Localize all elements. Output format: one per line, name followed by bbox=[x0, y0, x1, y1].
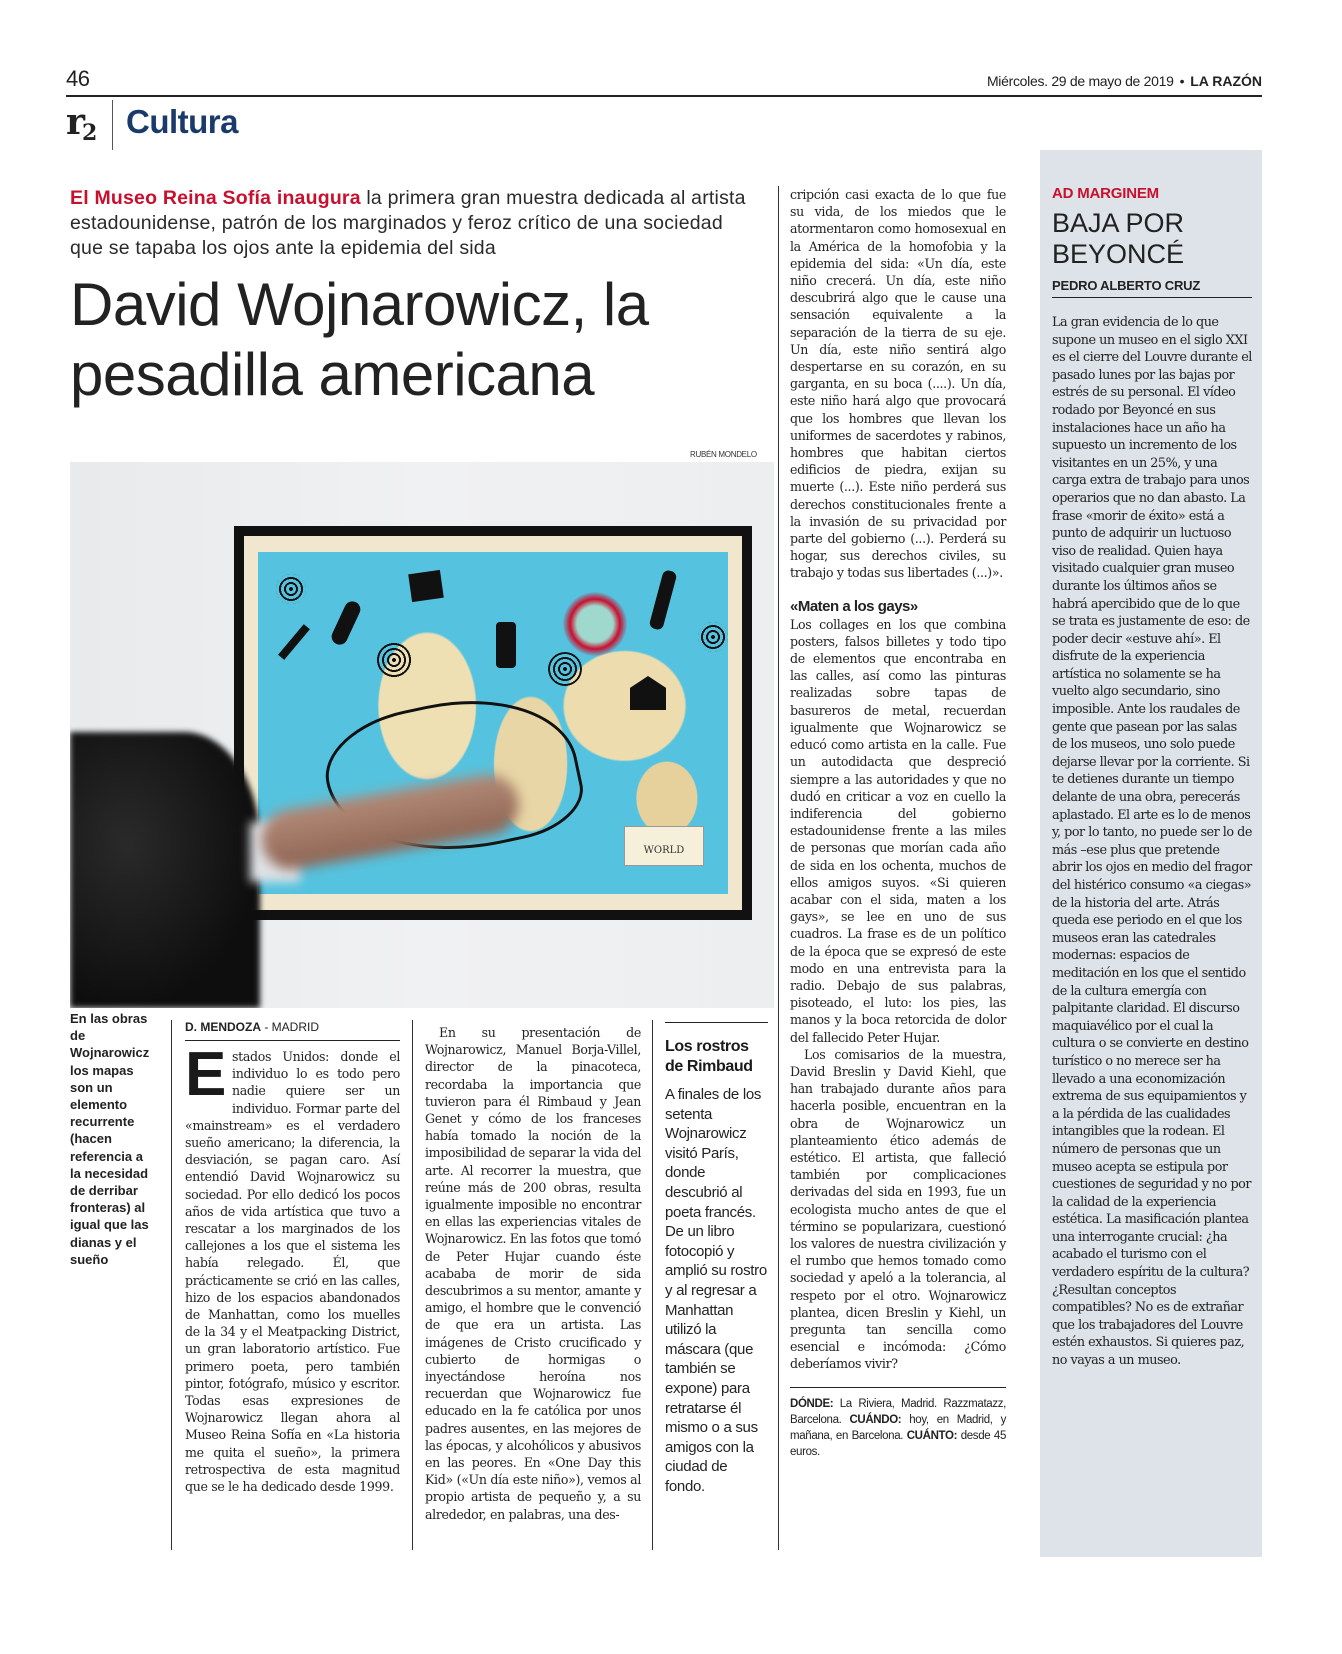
tv-silhouette bbox=[408, 570, 444, 602]
headline: David Wojnarowicz, la pesadilla americana bbox=[70, 271, 649, 408]
price-value: desde 45 euros. bbox=[790, 1429, 1006, 1458]
price-label: CUÁNTO: bbox=[906, 1429, 958, 1442]
soldier-silhouette bbox=[329, 599, 363, 647]
opinion-title: BAJA POR BEYONCÉ bbox=[1052, 208, 1185, 269]
syringe-silhouette bbox=[278, 624, 310, 660]
target-icon bbox=[698, 622, 728, 652]
article-deck bbox=[70, 186, 760, 261]
opinion-author: PEDRO ALBERTO CRUZ bbox=[1052, 278, 1252, 298]
page-number: 46 bbox=[66, 66, 90, 91]
target-icon bbox=[376, 642, 412, 678]
byline-place: MADRID bbox=[271, 1020, 320, 1034]
deck-text: la primera gran muestra dedicada al artista estadounidense, patrón de los marginados y feroz crítico de una sociedad que se tapaba los ojos ante la epidemia del sida bbox=[70, 187, 746, 259]
logo-divider bbox=[112, 100, 113, 150]
when-label: CUÁNDO: bbox=[849, 1413, 902, 1426]
photo-caption: En las obras de Wojnarowicz los mapas son un elemento recurrente (hacen referencia a la necesidad de derribar fronteras) al igual que las dianas y el sueño bbox=[70, 1011, 150, 1267]
section-title: Cultura bbox=[126, 103, 238, 140]
header-rule bbox=[66, 95, 1262, 97]
sidebar-box bbox=[665, 1022, 768, 1496]
paragraph: Los collages en los que combina posters, falsos billetes y todo tipo de elementos que encontraba en las calles, así como las pinturas realizadas sobre tapas de basureros de metal, recuerdan igualmente que Wojnarowicz se educó como artista en la calle. Fue un autodidacta que despreció siempre a las autoridades y que no dudó en criticar a voz en cuello la indiferencia del gobierno estadounidense frente a las miles de personas que morían cada año de sida en los ochenta, muchos de ellos amigos suyos. «Si quieren acabar con el sida, maten a los gays», se lee en uno de sus cuadros. La frase es de un político de la época que se expresó de este modo en una entrevista para la radio. Debajo de sus palabras, pisoteado, el luto: los pies, las manos y la boca retorcida de dolor del fallecido Peter Hujar. bbox=[790, 616, 1006, 1045]
column-rule bbox=[412, 1020, 413, 1550]
bottle-silhouette bbox=[496, 622, 516, 668]
separator-bullet: • bbox=[1179, 73, 1185, 89]
where-value: La Riviera, Madrid. Razzmatazz, Barcelona. bbox=[790, 1397, 1006, 1426]
r2-logo-icon: $r_2$ bbox=[66, 101, 95, 146]
column-rule bbox=[171, 1020, 172, 1550]
article-column-1 bbox=[185, 1040, 400, 1495]
newspaper-brand: LA RAZÓN bbox=[1190, 73, 1262, 89]
target-icon bbox=[276, 574, 306, 604]
red-halo-figure bbox=[563, 592, 627, 656]
dateline bbox=[987, 73, 1262, 89]
church-silhouette bbox=[630, 676, 666, 710]
article-column-3 bbox=[790, 186, 1006, 1460]
paragraph: En su presentación de Wojnarowicz, Manuel Borja-Villel, director de la pinacoteca, recordaba la importancia que tuvieron para él Rimbaud y Jean Genet y cómo de los franceses había tomado la noción de la imposibilidad de separar la vida del arte. Al recorrer la muestra, que reúne más de 200 obras, resulta igualmente imposible no encontrar en ellas las experiencias vitales de Wojnarowicz. En las fotos que tomó de Peter Hujar cuando éste acababa de morir de sida descubrimos a su mentor, amante y amigo, el hombre que le convenció de que era un artista. Las imágenes de Cristo crucificado y cubierto de hormigas o inyectándose heroína nos recuerdan que Wojnarowicz fue educado en la fe católica por unos padres ausentes, en las mejores de las épocas, y alcohólicos y abusivos en las peores. En «One Day this Kid» («Un día este niño»), vemos al propio artista de pequeño y, a su alrededor, en palabras, una des- bbox=[425, 1025, 641, 1522]
drop-cap: E bbox=[185, 1040, 227, 1109]
sidebar-body: A finales de los setenta Wojnarowicz visitó París, donde descubrió al poeta francés. De un libro fotocopió y amplió su rostro y al regresar a Manhattan utilizó la máscara (que también se expone) para retratarse él mismo o a sus amigos con la ciudad de fondo. bbox=[665, 1086, 767, 1495]
paragraph: stados Unidos: donde el individuo lo es todo pero nadie quiere ser un individuo. Formar parte del «mainstream» es el verdadero sueño americano; la diferencia, la desviación, se pagan caro. Así entendió David Wojnarowicz su sociedad. Por ello dedicó los pocos años de vida artística que tuvo a rescatar a los marginados de los callejones a los que el sistema les había relegado. Él, que prácticamente se crió en las calles, hizo de los espacios abandonados de Manhattan, como los muelles de la 34 y el Meatpacking District, un gran laboratorio artístico. Fue primero poeta, pero también pintor, fotógrafo, músico y escritor. Todas esas expresiones de Wojnarowicz llegan ahora al Museo Reina Sofía en «La historia me quita el sueño», la primera retrospectiva de esta magnitud que se le ha dedicado desde 1999. bbox=[185, 1049, 400, 1495]
opinion-kicker: AD MARGINEM bbox=[1052, 185, 1159, 202]
target-icon bbox=[548, 652, 582, 686]
paragraph: cripción casi exacta de lo que fue su vida, de los miedos que le atormentaron como homosexual en la América de la homofobia y la epidemia del sida: «Un día, este niño crecerá. Un día, este niño descubrirá algo que le cause una sensación equivalente a la separación de la tierra de su eje. Un día, este niño sentirá algo despertarse en su corazón, en su garganta, en su boca (....). Un día, este niño hará algo que provocará que los hombres que llevan los uniformes de sacerdotes y rabinos, hombres que habitan ciertos edificios de piedra, exijan su muerte (...). Este niño perderá sus derechos constitucionales frente a la invasión de su privacidad por parte del gobierno (...). Perderá su hogar, sus derechos civiles, su trabajo y todas sus libertades (...)». bbox=[790, 187, 1006, 581]
subheading: «Maten a los gays» bbox=[790, 597, 918, 615]
map-title-label: WORLD bbox=[624, 826, 704, 866]
byline-author: D. MENDOZA bbox=[185, 1020, 261, 1034]
where-label: DÓNDE: bbox=[790, 1397, 834, 1410]
when-value: hoy, en Madrid, y mañana, en Barcelona. bbox=[790, 1413, 1006, 1442]
byline: D. MENDOZA - MADRID bbox=[185, 1020, 400, 1041]
sidebar-title: Los rostros de Rimbaud bbox=[665, 1038, 753, 1075]
photo-credit: RUBÉN MONDELO bbox=[690, 450, 757, 459]
blurred-sleeve bbox=[70, 732, 260, 1008]
falling-man-silhouette bbox=[648, 569, 677, 631]
column-rule bbox=[652, 1020, 653, 1550]
deck-lead: El Museo Reina Sofía inaugura bbox=[70, 187, 361, 209]
paragraph: Los comisarios de la muestra, David Breslin y David Kiehl, que han trabajado durante años para hacerla posible, encuentran en la obra de Wojnarowicz un planteamiento ético además de estético. El artista, que falleció también por complicaciones derivadas del sida en 1993, fue un ecologista mucho antes de que el término se popularizara, cuestionó los valores de nuestra civilización y el rumbo que hemos tomado como sociedad y apeló a la tolerancia, al respeto por el otro. Wojnarowicz plantea, dicen Breslin y Kiehl, un pregunta tan sencilla como esencial e incómoda: ¿Cómo deberíamos vivir? bbox=[790, 1046, 1006, 1372]
article-photo bbox=[70, 462, 774, 1008]
event-info bbox=[790, 1387, 1006, 1460]
article-column-2 bbox=[425, 1024, 641, 1523]
issue-date: Miércoles. 29 de mayo de 2019 bbox=[986, 73, 1174, 89]
opinion-body: La gran evidencia de lo que supone un museo en el siglo XXI es el cierre del Louvre durante el pasado lunes por las bajas por estrés de su personal. El vídeo rodado por Beyoncé en sus instalaciones hace un año ha supuesto un incremento de los visitantes en un 25%, y una carga extra de trabajo para unos operarios que no dan abasto. La frase «morir de éxito» está a punto de adquirir un luctuoso viso de realidad. Quien haya visitado cualquier gran museo durante los últimos años se habrá apercibido que de lo que se trata es justamente de eso: de poder decir «estuve ahí». El disfrute de la experiencia artística no solamente se ha vuelto algo secundario, sino imposible. Ante los raudales de gente que pasean por las salas de los museos, uno solo puede dejarse llevar por la corriente. Si te detienes durante un tiempo delante de una obra, perecerás aplastado. El arte es lo de menos y, por lo tanto, no puede ser lo de más –ese plus que pretende abrir los ojos en medio del fragor del histérico consumo «a ciegas» de la historia del arte. Atrás queda ese periodo en el que los museos eran las catedrales modernas: espacios de meditación en los que el sentido de la cultura emergía con palpitante claridad. El discurso maquiavélico por el cual la cultura o se convierte en destino turístico o no merece ser ha llevado a una economización extrema de sus equipamientos y a la pérdida de las cualidades intangibles que la rodean. El número de personas que un museo acepta se estipula por cuestiones de seguridad y no por la calidad de la experiencia estética. La masificación plantea una interrogante crucial: ¿ha acabado el turismo con el verdadero espíritu de la cultura? ¿Resultan conceptos compatibles? No es de extrañar que los trabajadores del Louvre estén exhaustos. Si quieres paz, no vayas a un museo. bbox=[1052, 315, 1252, 1369]
column-rule bbox=[778, 186, 779, 1550]
